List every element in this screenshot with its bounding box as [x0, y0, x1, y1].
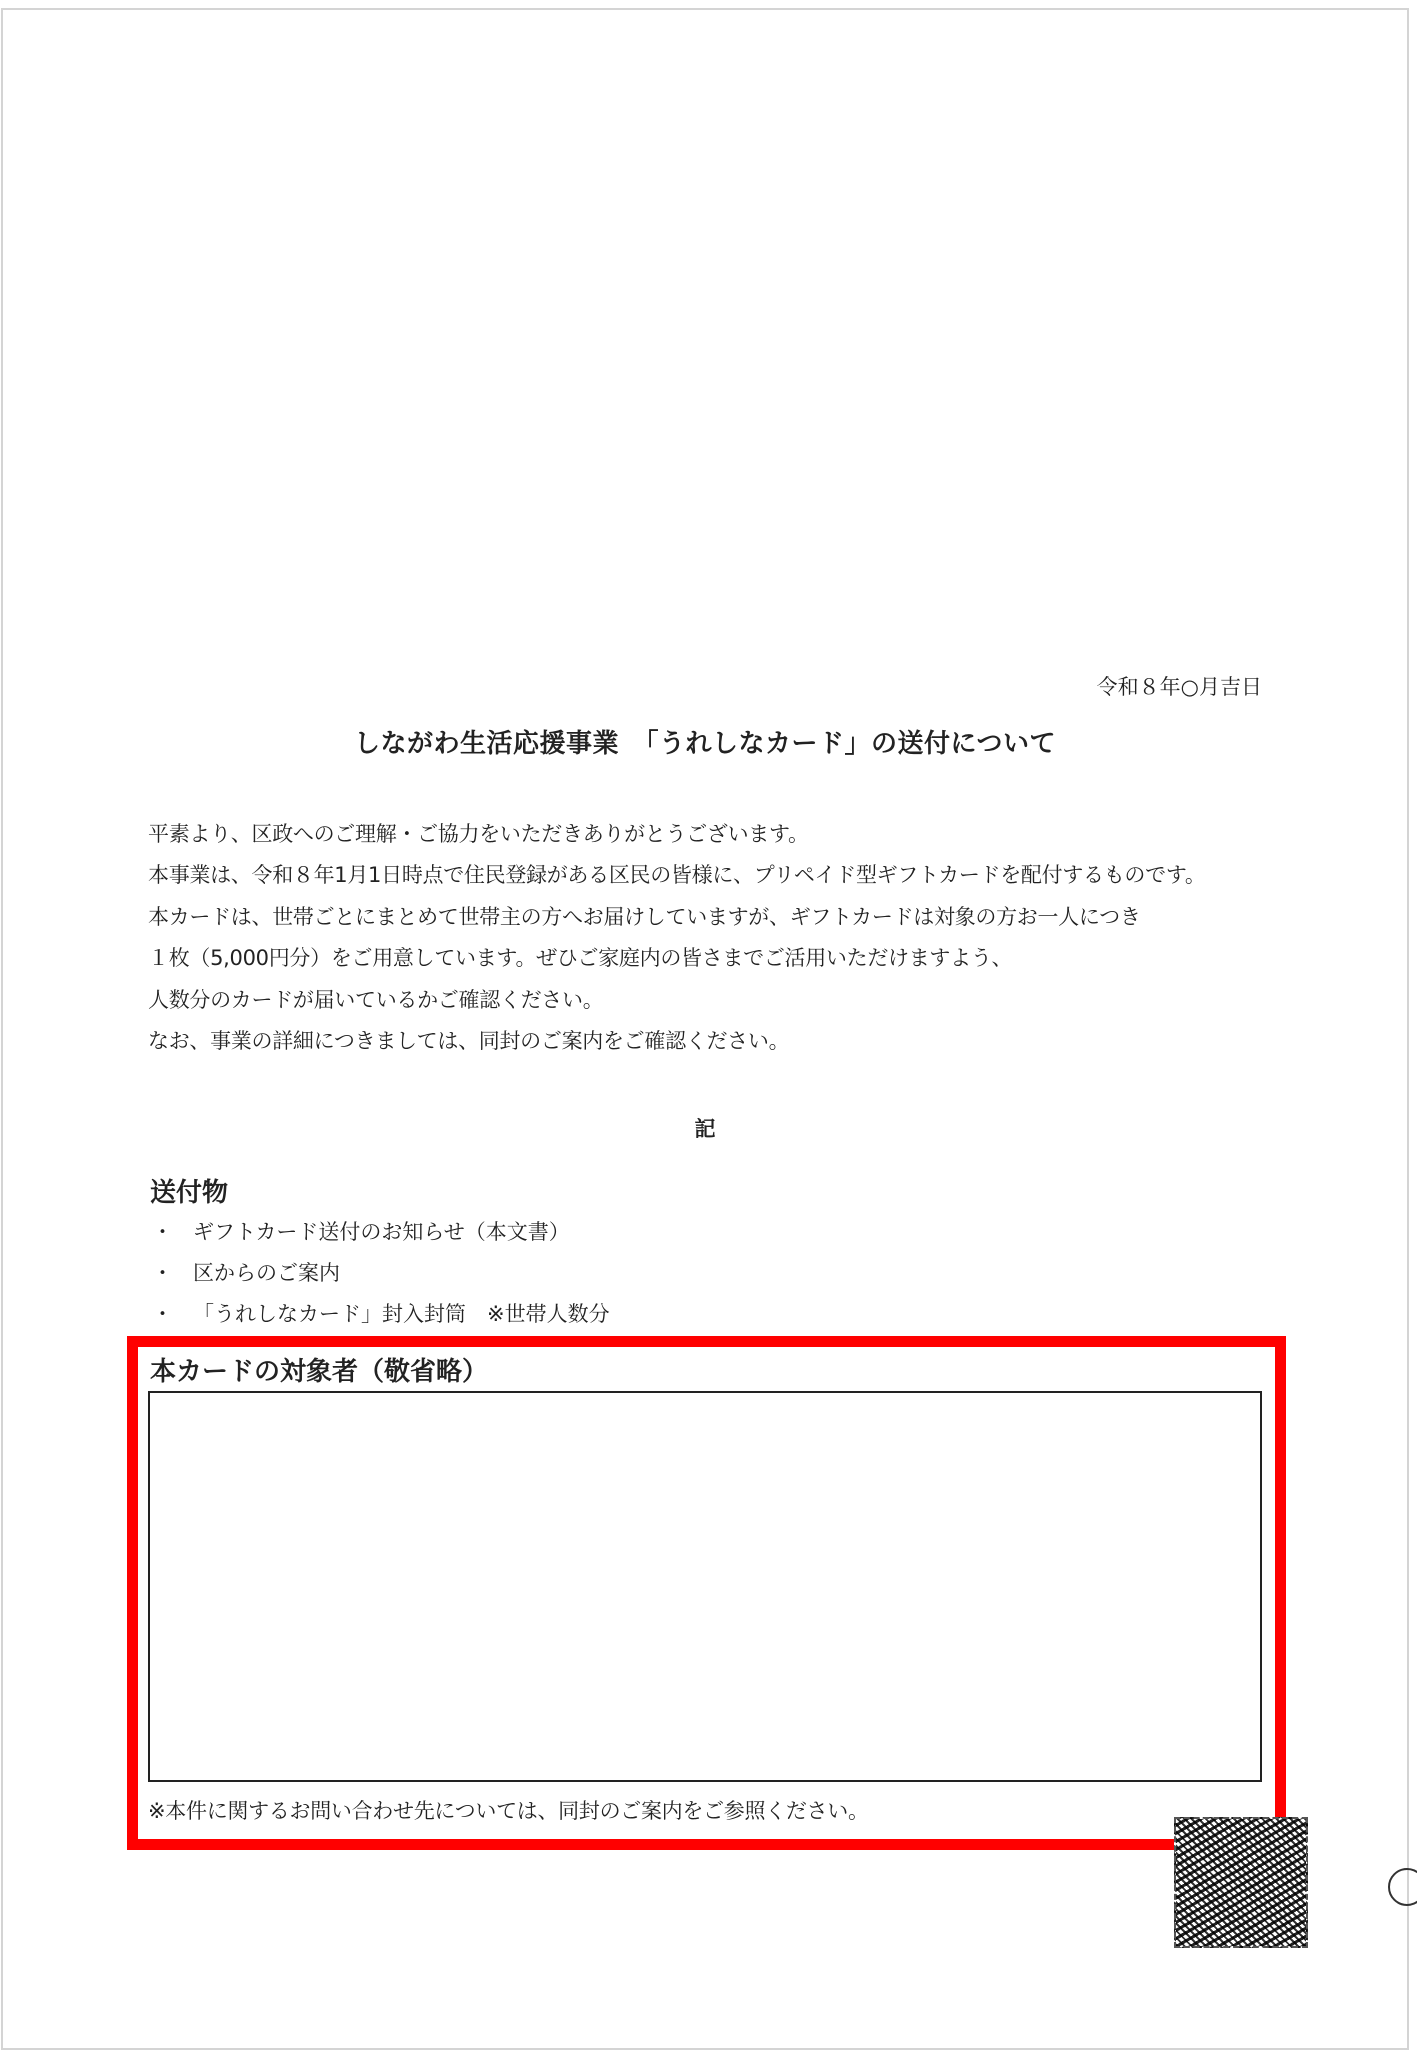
issue-date: 令和８年○月吉日: [1096, 675, 1262, 699]
body-line: 本事業は、令和８年1月1日時点で住民登録がある区民の皆様に、プリペイド型ギフトカードを配付するものです。: [148, 863, 1206, 887]
enclosure-item: 区からのご案内: [193, 1261, 340, 1285]
bullet-icon: ・: [152, 1220, 173, 1244]
ki-label: 記: [694, 1117, 716, 1141]
body-line: 本カードは、世帯ごとにまとめて世帯主の方へお届けしていますが、ギフトカードは対象の方お一人につき: [148, 905, 1141, 929]
bullet-icon: ・: [152, 1261, 173, 1285]
qr-code-icon: [1174, 1817, 1308, 1948]
enclosures-heading: 送付物: [150, 1178, 229, 1208]
highlight-box: [127, 1336, 1286, 1850]
document-title: しながわ生活応援事業 「うれしなカード」の送付について: [354, 729, 1056, 759]
body-line: 人数分のカードが届いているかご確認ください。: [148, 988, 604, 1012]
body-line: 平素より、区政へのご理解・ご協力をいただきありがとうございます。: [148, 822, 809, 846]
enclosure-item: 「うれしなカード」封入封筒 ※世帯人数分: [193, 1302, 610, 1326]
enclosure-item: ギフトカード送付のお知らせ（本文書）: [193, 1220, 570, 1244]
target-heading: 本カードの対象者（敬省略）: [150, 1357, 489, 1387]
body-line: なお、事業の詳細につきましては、同封のご案内をご確認ください。: [148, 1029, 790, 1053]
bullet-icon: ・: [152, 1302, 173, 1326]
inquiry-note: ※本件に関するお問い合わせ先については、同封のご案内をご参照ください。: [148, 1799, 869, 1823]
body-line: １枚（5,000円分）をご用意しています。ぜひご家庭内の皆さまでご活用いただけますよう、: [148, 946, 1013, 970]
